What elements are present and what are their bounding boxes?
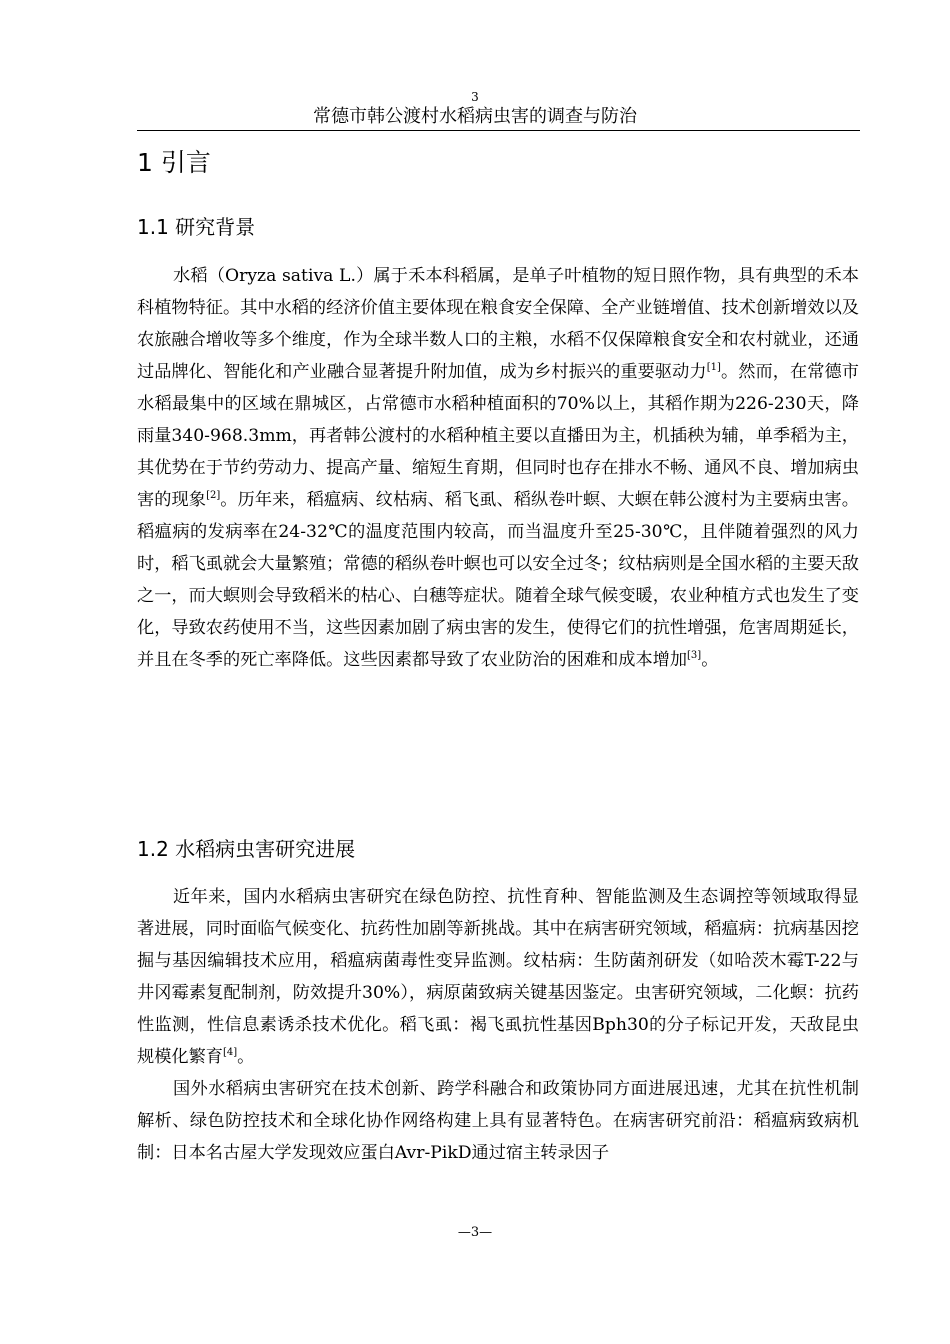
paragraph-text: 。历年来，稻瘟病、纹枯病、稻飞虱、稻纵卷叶螟、大螟在韩公渡村为主要病虫害。稻瘟病的发病率在24-32℃的温度范围内较高，而当温度升至25-30℃，且伴随着强烈的风力时，稻飞虱就会大量繁殖；常德的稻纵卷叶螟也可以安全过冬；纹枯病则是全国水稻的主要天敌之一，而大螟则会导致稻米的枯心、白穗等症状。随着全球气候变暖，农业种植方式也发生了变化，导致农药使用不当，这些因素加剧了病虫害的发生，使得它们的抗性增强，危害周期延长，并且在冬季的死亡率降低。这些因素都导致了农业防治的困难和成本增加: [137, 490, 859, 670]
paragraph-text: 国外水稻病虫害研究在技术创新、跨学科融合和政策协同方面进展迅速，尤其在抗性机制解析、绿色防控技术和全球化协作网络构建上具有显著特色。在病害研究前沿：稻瘟病致病机制：日本名古屋大学发现效应蛋白Avr-PikD通过宿主转录因子: [137, 1079, 859, 1163]
section-heading-introduction: 1 引言: [137, 148, 211, 177]
citation-2[interactable]: [2]: [206, 490, 221, 501]
paragraph-text: 。: [237, 1047, 255, 1067]
header-page-number: 3: [471, 90, 479, 104]
paragraph-foreign-research: [137, 1073, 859, 1169]
running-title: 常德市韩公渡村水稻病虫害的调查与防治: [313, 106, 637, 127]
paragraph-text: 。: [701, 650, 719, 670]
paragraph-background: [137, 260, 859, 676]
subsection-heading-background: 1.1 研究背景: [137, 215, 256, 239]
citation-4[interactable]: [4]: [222, 1047, 238, 1058]
paragraph-text: 近年来，国内水稻病虫害研究在绿色防控、抗性育种、智能监测及生态调控等领域取得显著进展，同时面临气候变化、抗药性加剧等新挑战。其中在病害研究领域，稻瘟病：抗病基因挖掘与基因编辑技术应用，稻瘟病菌毒性变异监测。纹枯病：生防菌剂研发（如哈茨木霉T-22与井冈霉素复配制剂，防效提升30%），病原菌致病关键基因鉴定。虫害研究领域，二化螟：抗药性监测，性信息素诱杀技术优化。稻飞虱：褐飞虱抗性基因Bph30的分子标记开发，天敌昆虫规模化繁育: [137, 887, 859, 1067]
footer-page-label: —3—: [457, 1225, 493, 1240]
citation-1[interactable]: [1]: [706, 362, 721, 373]
header-rule: [137, 130, 860, 131]
subsection-heading-research-progress: 1.2 水稻病虫害研究进展: [137, 837, 356, 861]
citation-3[interactable]: [3]: [687, 650, 702, 661]
paragraph-text: 。然而，在常德市水稻最集中的区域在鼎城区，占常德市水稻种植面积的70%以上，其稻作期为226-230天，降雨量340-968.3mm，再者韩公渡村的水稻种植主要以直播田为主，机插秧为辅，单季稻为主，其优势在于节约劳动力、提高产量、缩短生育期，但同时也存在排水不畅、通风不良、增加病虫害的现象: [137, 362, 859, 510]
paragraph-domestic-research: [137, 881, 859, 1073]
paragraph-text: 水稻（Oryza sativa L.）属于禾本科稻属，是单子叶植物的短日照作物，具有典型的禾本科植物特征。其中水稻的经济价值主要体现在粮食安全保障、全产业链增值、技术创新增效以及农旅融合增收等多个维度，作为全球半数人口的主粮，水稻不仅保障粮食安全和农村就业，还通过品牌化、智能化和产业融合显著提升附加值，成为乡村振兴的重要驱动力: [137, 266, 859, 382]
